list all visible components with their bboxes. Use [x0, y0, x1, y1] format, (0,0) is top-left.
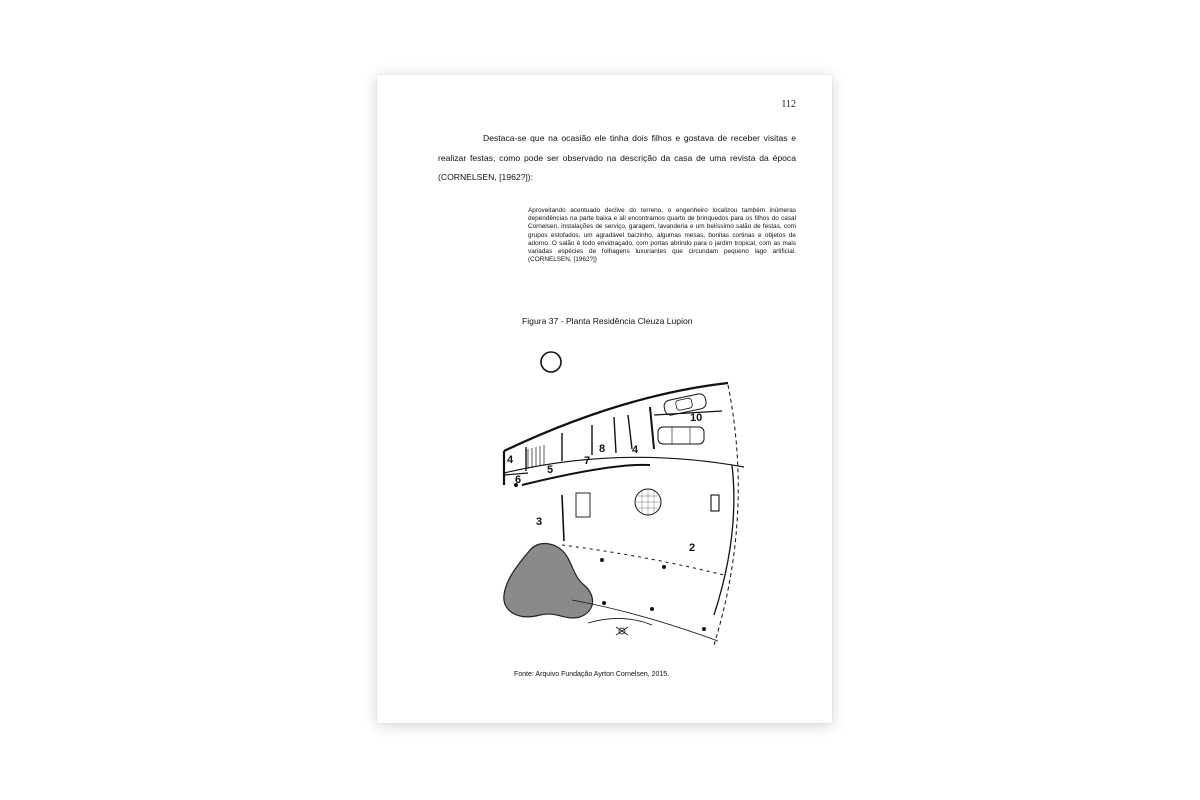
bar-counter [576, 493, 590, 517]
room-number-4-left: 4 [507, 454, 514, 466]
figure-source: Fonte: Arquivo Fundação Ayrton Cornelsen, 2015. [514, 671, 670, 678]
wall-c [614, 417, 616, 453]
garage-car-2 [658, 427, 704, 444]
north-marker-circle [541, 352, 561, 372]
terrace-outer-line [572, 600, 718, 641]
room-number-8: 8 [599, 443, 606, 455]
glazed-facade [714, 465, 734, 615]
service-wing-bottom-wall [522, 465, 650, 485]
figure-caption: Figura 37 - Planta Residência Cleuza Lupion [522, 316, 693, 326]
pond-shape [504, 544, 593, 618]
fireplace [711, 495, 719, 511]
dashed-terrace-edge [714, 385, 738, 645]
room-number-3: 3 [536, 516, 543, 528]
room-number-7: 7 [584, 455, 591, 467]
body-paragraph: Destaca-se que na ocasião ele tinha dois filhos e gostava de receber visitas e realizar festas, como pode ser observado na descrição da casa de uma revista da época (CORNELSEN, [1962?]): [438, 133, 796, 182]
garden-shrub [616, 627, 628, 635]
garden-line [588, 618, 652, 625]
room-number-6: 6 [515, 474, 522, 486]
room-number-10: 10 [690, 412, 703, 424]
room-number-4-right: 4 [632, 444, 639, 456]
floor-plan-drawing [492, 345, 752, 645]
block-quote: Aproveitando acentuado declive do terreno, o engenheiro localizou também inúmeras dependências na parte baixa e ali encontramos quarto de brinquedos para os filhos do casal Cornelsen, instalações de serviço, garagem, lavanderia e um belíssimo salão de festas, com grupos estofados, um agradável barzinho, algumas mesas, bonitas cortinas e objetos de adorno. O salão é todo envidraçado, com portas abrindo para o jardim tropical, com as mais variadas espécies de folhagens luxuriantes que circundam pequeno lago artificial.(CORNELSEN, [1962?]) [528, 207, 796, 264]
round-table-pattern [636, 489, 660, 515]
document-page [377, 75, 832, 723]
room-number-2: 2 [689, 542, 696, 554]
salon-front-line [562, 545, 724, 575]
wall-room3 [562, 495, 564, 541]
room-number-5: 5 [547, 464, 554, 476]
wall-e [650, 407, 654, 449]
page-number: 112 [781, 99, 796, 110]
